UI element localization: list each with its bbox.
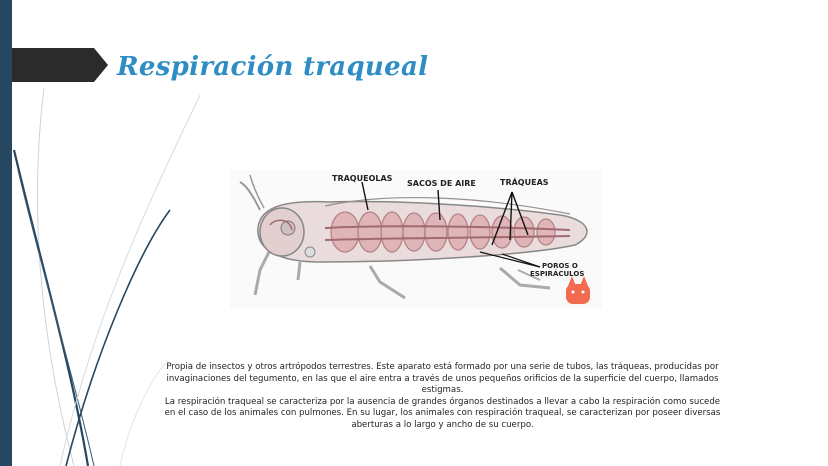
title-tab-arrow <box>12 48 108 82</box>
cat-sticker-icon <box>566 276 590 304</box>
slide-title: Respiración traqueal <box>117 52 429 82</box>
insect-tracheal-diagram <box>230 170 602 308</box>
insect-illustration <box>230 170 602 308</box>
label-poros-line2: ESPIRÁCULOS <box>530 270 585 278</box>
paragraph-definition: Propia de insectos y otros artrópodos terrestres. Este aparato está formado por una serie de tubos, las tráqueas, producidas por invaginaciones del tegumento, en las que el aire entra a través de unos pequeños orificios de la superficie del cuerpo, llamados estigmas. <box>166 362 719 396</box>
label-traqueas: TRÁQUEAS <box>500 178 549 187</box>
label-traqueolas: TRAQUEOLAS <box>332 174 393 183</box>
paragraph-characteristics: La respiración traqueal se caracteriza por la ausencia de grandes órganos destinados a llevar a cabo la respiración como sucede en el caso de los animales con pulmones. En su lugar, los animales con respiración traqueal, se caracterizan por poseer diversas aberturas a lo largo y ancho de su cuerpo. <box>164 396 721 430</box>
body-text-block <box>160 362 725 432</box>
label-poros-line1: POROS O <box>542 262 578 270</box>
label-sacos-de-aire: SACOS DE AIRE <box>407 179 476 188</box>
